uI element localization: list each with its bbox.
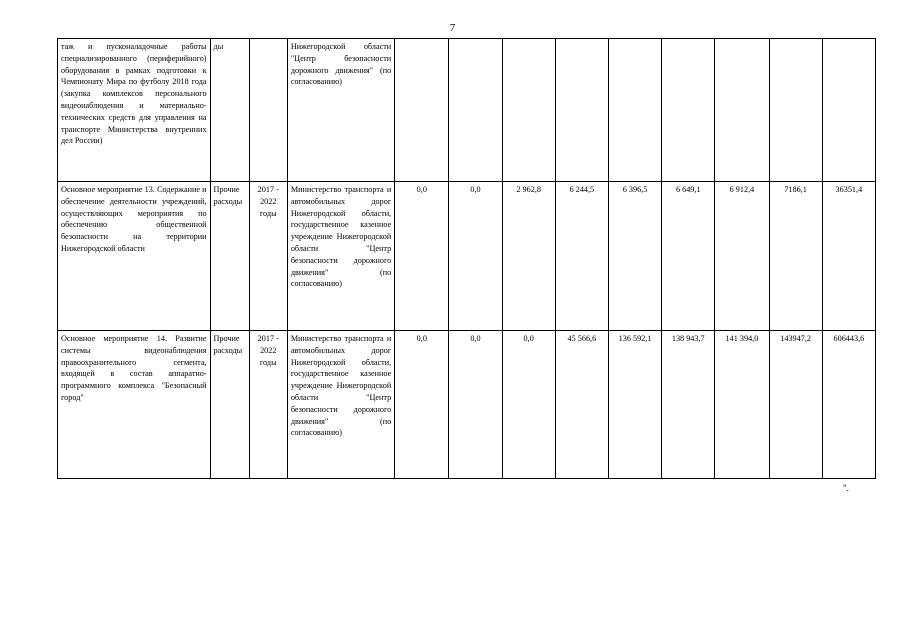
value-cell: 36351,4 (822, 182, 875, 331)
activity-name-cell: таж и пусконаладочные работы специализированного (периферийного) оборудования в рамках подготовки к Чемпионату Мира по футболу 2018 года (закупка комплексов персонального видеонаблюдения и материально-технических средств для управления на транспорте Министерства внутренних дел России) (58, 39, 211, 182)
value-cell (449, 39, 502, 182)
period-cell (249, 39, 287, 182)
activity-name-cell: Основное мероприятие 13. Содержание и обеспечение деятельности учреждений, осуществляющих мероприятия по обеспечению общественной безопасности на территории Нижегородской области (58, 182, 211, 331)
value-cell (769, 39, 822, 182)
value-cell: 2 962,8 (502, 182, 555, 331)
executor-cell: Нижегородской области "Центр безопасности дорожного движения" (по согласованию) (287, 39, 394, 182)
table-row (58, 331, 876, 479)
period-cell: 2017 - 2022 годы (249, 182, 287, 331)
value-cell: 141 394,0 (715, 331, 769, 479)
value-cell (715, 39, 769, 182)
value-cell: 0,0 (449, 182, 502, 331)
value-cell: 7186,1 (769, 182, 822, 331)
value-cell (662, 39, 715, 182)
value-cell: 138 943,7 (662, 331, 715, 479)
value-cell: 0,0 (395, 182, 449, 331)
page-number: 7 (449, 22, 456, 34)
value-cell: 136 592,1 (608, 331, 661, 479)
executor-cell: Министерство транспорта и автомобильных дорог Нижегородской области, государственное казенное учреждение Нижегородской области "Центр безопасности дорожного движения" (по согласованию) (287, 331, 394, 479)
value-cell (555, 39, 608, 182)
value-cell: 0,0 (449, 331, 502, 479)
executor-cell: Министерство транспорта и автомобильных дорог Нижегородской области, государственное казенное учреждение Нижегородской области "Центр безопасности дорожного движения" (по согласованию) (287, 182, 394, 331)
closing-quote-mark: ". (843, 483, 849, 493)
value-cell: 6 912,4 (715, 182, 769, 331)
budget-table (57, 38, 876, 479)
table-row (58, 182, 876, 331)
value-cell (608, 39, 661, 182)
period-cell: 2017 - 2022 годы (249, 331, 287, 479)
activity-name-cell: Основное мероприятие 14. Развитие системы видеонаблюдения правоохранительного сегмента, входящей в состав аппаратно-программного комплекса "Безопасный город" (58, 331, 211, 479)
value-cell (502, 39, 555, 182)
value-cell: 143947,2 (769, 331, 822, 479)
value-cell: 6 649,1 (662, 182, 715, 331)
value-cell: 0,0 (502, 331, 555, 479)
value-cell (395, 39, 449, 182)
value-cell: 6 244,5 (555, 182, 608, 331)
value-cell: 45 566,6 (555, 331, 608, 479)
value-cell (822, 39, 875, 182)
value-cell: 6 396,5 (608, 182, 661, 331)
funding-source-cell: Прочие расходы (210, 182, 249, 331)
value-cell: 0,0 (395, 331, 449, 479)
value-cell: 606443,6 (822, 331, 875, 479)
table-row (58, 39, 876, 182)
funding-source-cell: ды (210, 39, 249, 182)
funding-source-cell: Прочие расходы (210, 331, 249, 479)
